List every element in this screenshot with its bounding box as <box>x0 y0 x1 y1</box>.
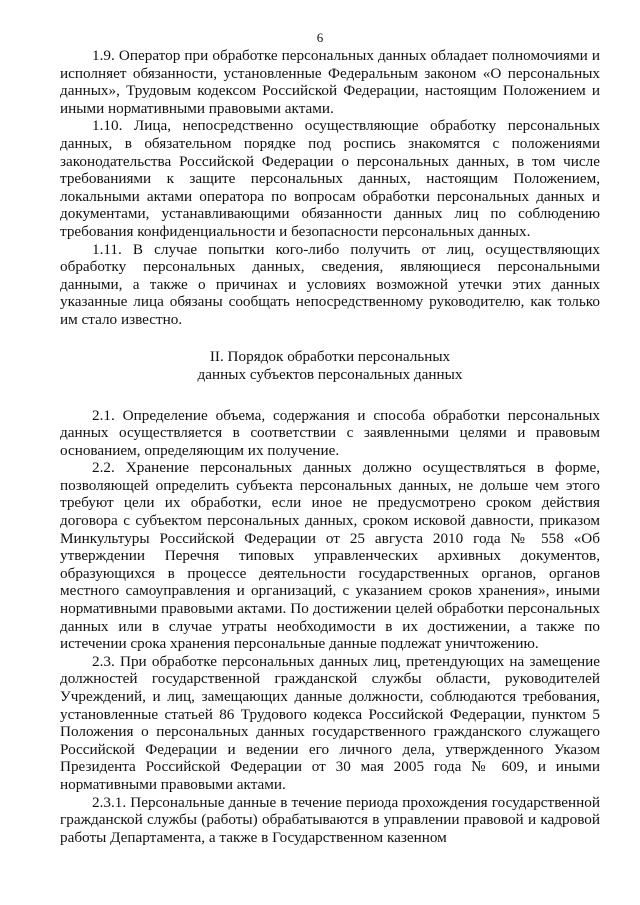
paragraph-2-3: 2.3. При обработке персональных данных лиц, претендующих на замещение должностей государственной гражданской службы области, руководителей Учреждений, и лиц, замещающих данные должности, соблюдаются требования, установленные статьей 86 Трудового кодекса Российской Федерации, пунктом 5 Положения о персональных данных государственного гражданского служащего Российской Федерации и ведении его личного дела, утвержденного Указом Президента Российской Федерации от 30 мая 2005 года № 609, и иными нормативными правовыми актами. <box>60 652 600 793</box>
page-body <box>60 47 600 846</box>
paragraph-2-1: 2.1. Определение объема, содержания и способа обработки персональных данных осуществляется в соответствии с заявленными целями и правовым основанием, определяющим их получение. <box>60 406 600 459</box>
paragraph-2-3-1: 2.3.1. Персональные данные в течение периода прохождения государственной гражданской службы (работы) обрабатываются в управлении правовой и кадровой работы Департамента, а также в Государственном казенном <box>60 793 600 846</box>
paragraph-1-11: 1.11. В случае попытки кого-либо получить от лиц, осуществляющих обработку персональных данных, сведения, являющиеся персональными данными, а также о причинах и условиях возможной утечки этих данных указанные лица обязаны сообщать непосредственному руководителю, как только им стало известно. <box>60 240 600 328</box>
section-heading <box>60 348 600 385</box>
page-number: 6 <box>316 30 324 45</box>
paragraph-1-10: 1.10. Лица, непосредственно осуществляющие обработку персональных данных, в обязательном порядке под роспись знакомятся с положениями законодательства Российской Федерации о персональных данных, в том числе требованиями к защите персональных данных, настоящим Положением, локальными актами оператора по вопросам обработки персональных данных и документами, устанавливающими обязанности данных лиц по соблюдению требования конфиденциальности и безопасности персональных данных. <box>60 117 600 240</box>
paragraph-2-2: 2.2. Хранение персональных данных должно осуществляться в форме, позволяющей определить субъекта персональных данных, не дольше чем этого требуют цели их обработки, если иное не предусмотрено сроком действия договора с субъектом персональных данных, сроком исковой давности, приказом Минкультуры Российской Федерации от 25 августа 2010 года № 558 «Об утверждении Перечня типовых управленческих архивных документов, образующихся в процессе деятельности государственных органов, органов местного самоуправления и организаций, с указанием сроков хранения», иными нормативными правовыми актами. По достижении целей обработки персональных данных или в случае утраты необходимости в их достижении, а также по истечении срока хранения персональные данные подлежат уничтожению. <box>60 459 600 653</box>
paragraph-1-9: 1.9. Оператор при обработке персональных данных обладает полномочиями и исполняет обязанности, установленные Федеральным законом «О персональных данных», Трудовым кодексом Российской Федерации, настоящим Положением и иными нормативными правовыми актами. <box>60 47 600 117</box>
section-heading-line-2: данных субъектов персональных данных <box>197 366 463 383</box>
section-heading-line-1: II. Порядок обработки персональных <box>209 347 451 365</box>
